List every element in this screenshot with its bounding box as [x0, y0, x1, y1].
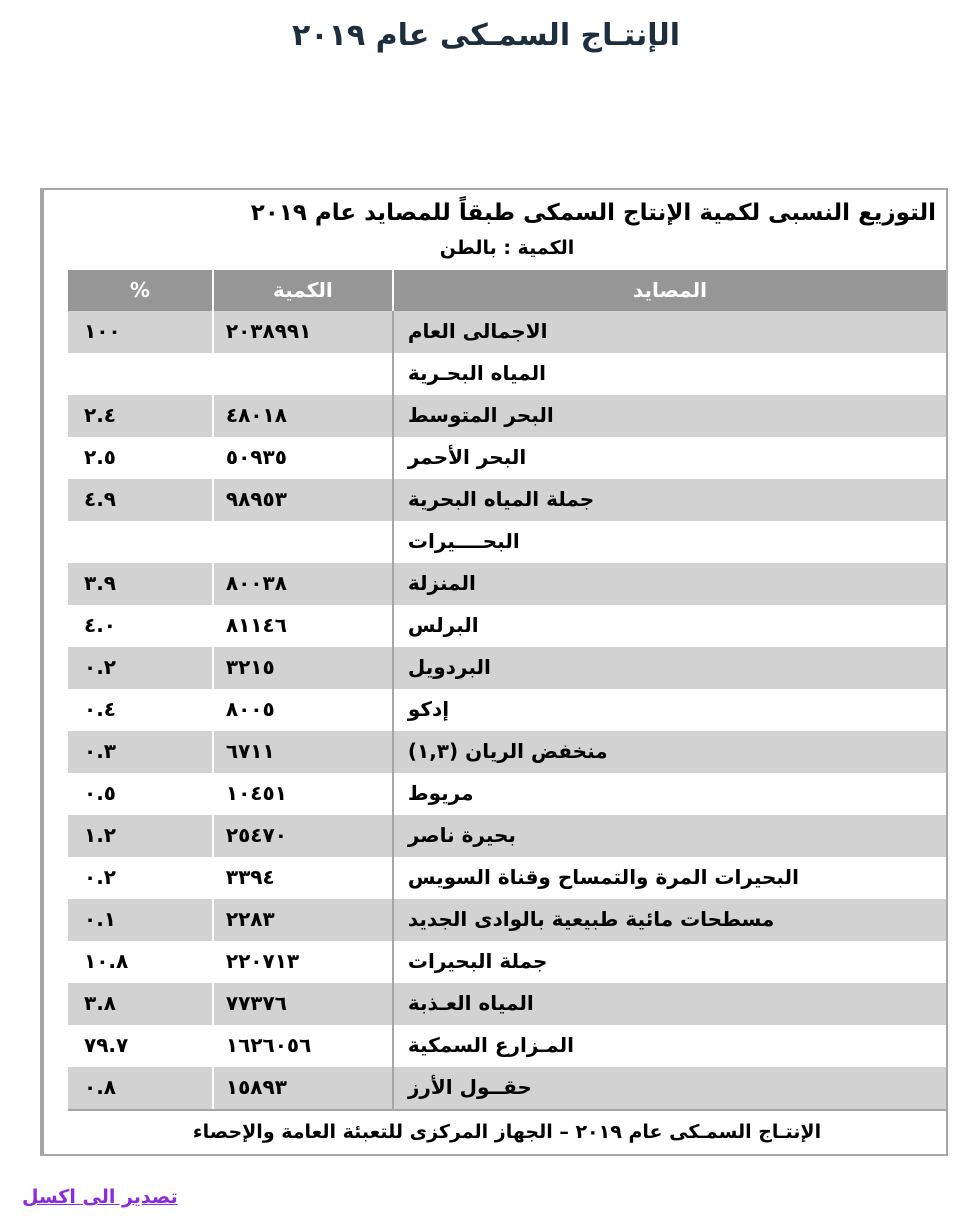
cell-percent: ١٠٠ — [68, 311, 213, 353]
cell-fishery-name: البحــــيرات — [393, 521, 946, 563]
table-row — [68, 395, 946, 437]
page-title: الإنتـاج السمـكى عام ٢٠١٩ — [291, 18, 681, 53]
cell-fishery-name: البحر الأحمر — [393, 437, 946, 479]
cell-fishery-name: منخفض الريان (١,٣) — [393, 731, 946, 773]
column-header-percent: % — [68, 270, 213, 311]
cell-percent — [68, 521, 213, 563]
cell-percent: ١.٢ — [68, 815, 213, 857]
export-to-excel-link[interactable]: تصدير الى اكسل — [22, 1186, 178, 1208]
cell-quantity: ٦٧١١ — [213, 731, 393, 773]
cell-fishery-name: البحيرات المرة والتمساح وقناة السويس — [393, 857, 946, 899]
column-header-quantity: الكمية — [213, 270, 393, 311]
table-row — [68, 479, 946, 521]
cell-quantity: ٩٨٩٥٣ — [213, 479, 393, 521]
cell-percent — [68, 353, 213, 395]
table-row — [68, 689, 946, 731]
table-row — [68, 773, 946, 815]
cell-quantity: ١٦٢٦٠٥٦ — [213, 1025, 393, 1067]
table-row — [68, 941, 946, 983]
cell-fishery-name: المياه العـذبة — [393, 983, 946, 1025]
cell-quantity — [213, 353, 393, 395]
cell-quantity: ٢٠٣٨٩٩١ — [213, 311, 393, 353]
table-title: التوزيع النسبى لكمية الإنتاج السمكى طبقاً للمصايد عام ٢٠١٩ — [250, 200, 936, 226]
cell-percent: ٤.٩ — [68, 479, 213, 521]
cell-quantity: ٥٠٩٣٥ — [213, 437, 393, 479]
cell-percent: ١٠.٨ — [68, 941, 213, 983]
cell-quantity: ٢٥٤٧٠ — [213, 815, 393, 857]
cell-fishery-name: بحيرة ناصر — [393, 815, 946, 857]
cell-percent: ٢.٥ — [68, 437, 213, 479]
cell-fishery-name: جملة البحيرات — [393, 941, 946, 983]
cell-percent: ٠.٣ — [68, 731, 213, 773]
cell-quantity: ٨٠٠٥ — [213, 689, 393, 731]
cell-quantity: ٧٧٣٧٦ — [213, 983, 393, 1025]
table-row — [68, 605, 946, 647]
cell-fishery-name: البردويل — [393, 647, 946, 689]
cell-fishery-name: المياه البحـرية — [393, 353, 946, 395]
table-row — [68, 521, 946, 563]
cell-quantity: ٣٢١٥ — [213, 647, 393, 689]
cell-quantity: ٨٠٠٣٨ — [213, 563, 393, 605]
cell-percent: ٠.٨ — [68, 1067, 213, 1109]
cell-quantity — [213, 521, 393, 563]
table-row — [68, 857, 946, 899]
cell-percent: ٠.٤ — [68, 689, 213, 731]
export-actions — [0, 1186, 948, 1208]
cell-fishery-name: جملة المياه البحرية — [393, 479, 946, 521]
cell-percent: ٢.٤ — [68, 395, 213, 437]
cell-quantity: ٢٢٠٧١٣ — [213, 941, 393, 983]
column-header-fisheries: المصايد — [393, 270, 946, 311]
table-row — [68, 983, 946, 1025]
table-row — [68, 731, 946, 773]
cell-fishery-name: المنزلة — [393, 563, 946, 605]
cell-percent: ٠.٢ — [68, 647, 213, 689]
cell-percent: ٠.٥ — [68, 773, 213, 815]
table-subtitle: الكمية : بالطن — [439, 236, 575, 259]
table-source-note: الإنتـاج السمـكى عام ٢٠١٩ – الجهاز المركزى للتعبئة العامة والإحصاء — [68, 1109, 946, 1155]
cell-quantity: ٤٨٠١٨ — [213, 395, 393, 437]
cell-percent: ٠.١ — [68, 899, 213, 941]
cell-fishery-name: حقــول الأرز — [393, 1067, 946, 1109]
cell-quantity: ٨١١٤٦ — [213, 605, 393, 647]
cell-quantity: ٣٣٩٤ — [213, 857, 393, 899]
cell-percent: ٧٩.٧ — [68, 1025, 213, 1067]
table-row — [68, 437, 946, 479]
cell-fishery-name: البحر المتوسط — [393, 395, 946, 437]
table-row — [68, 353, 946, 395]
table-body — [68, 311, 946, 1109]
cell-percent: ٠.٢ — [68, 857, 213, 899]
table-row — [68, 563, 946, 605]
cell-fishery-name: البرلس — [393, 605, 946, 647]
table-row — [68, 1025, 946, 1067]
table-header-row — [68, 270, 946, 311]
report-table-frame — [40, 188, 948, 1156]
table-row — [68, 647, 946, 689]
cell-fishery-name: إدكو — [393, 689, 946, 731]
table-row — [68, 815, 946, 857]
cell-percent: ٣.٨ — [68, 983, 213, 1025]
table-row — [68, 899, 946, 941]
cell-quantity: ١٠٤٥١ — [213, 773, 393, 815]
fish-production-table — [68, 270, 946, 1109]
table-row — [68, 1067, 946, 1109]
table-row — [68, 311, 946, 353]
cell-fishery-name: المـزارع السمكية — [393, 1025, 946, 1067]
cell-percent: ٤.٠ — [68, 605, 213, 647]
left-gutter-column — [42, 190, 68, 1154]
cell-quantity: ١٥٨٩٣ — [213, 1067, 393, 1109]
cell-quantity: ٢٢٨٣ — [213, 899, 393, 941]
cell-fishery-name: مريوط — [393, 773, 946, 815]
cell-fishery-name: الاجمالى العام — [393, 311, 946, 353]
cell-fishery-name: مسطحات مائية طبيعية بالوادى الجديد — [393, 899, 946, 941]
cell-percent: ٣.٩ — [68, 563, 213, 605]
